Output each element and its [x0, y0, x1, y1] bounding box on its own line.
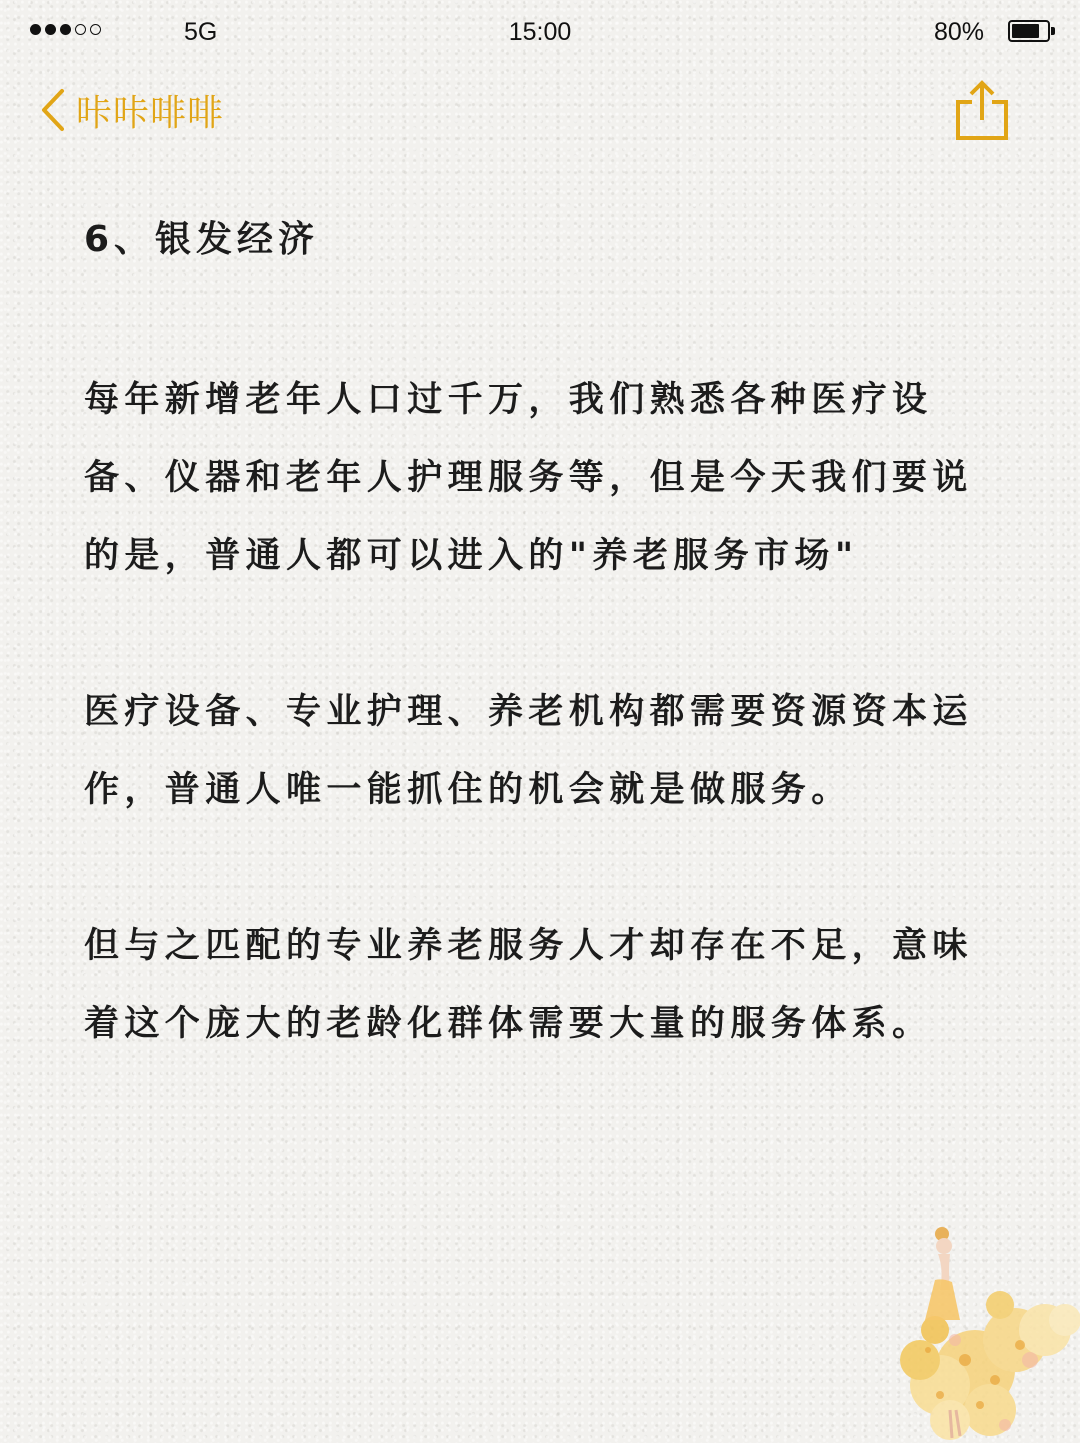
- note-paragraph: 每年新增老年人口过千万，我们熟悉各种医疗设备、仪器和老年人护理服务等，但是今天我们要说的是，普通人都可以进入的"养老服务市场": [84, 380, 973, 576]
- note-heading: 6、银发经济: [84, 219, 320, 260]
- battery-level: [1012, 24, 1039, 38]
- share-button[interactable]: [952, 78, 1012, 142]
- note-content: [84, 205, 1004, 1063]
- share-icon: [952, 78, 1012, 142]
- battery-cap: [1051, 27, 1055, 35]
- note-paragraph: 但与之匹配的专业养老服务人才却存在不足，意味着这个庞大的老龄化群体需要大量的服务体系。: [84, 926, 973, 1044]
- chevron-left-icon: [40, 88, 66, 132]
- note-paragraph: 医疗设备、专业护理、养老机构都需要资源资本运作，普通人唯一能抓住的机会就是做服务。: [84, 692, 973, 810]
- battery-percentage: 80%: [933, 18, 984, 46]
- status-bar: [0, 0, 1080, 66]
- flower-dress-girl-illustration: [880, 1220, 1080, 1443]
- battery-icon: [1008, 20, 1050, 42]
- network-type: 5G: [184, 18, 218, 46]
- back-button[interactable]: [40, 84, 224, 136]
- back-button-label: 咔咔啡啡: [76, 92, 225, 134]
- status-time: 15:00: [508, 18, 572, 46]
